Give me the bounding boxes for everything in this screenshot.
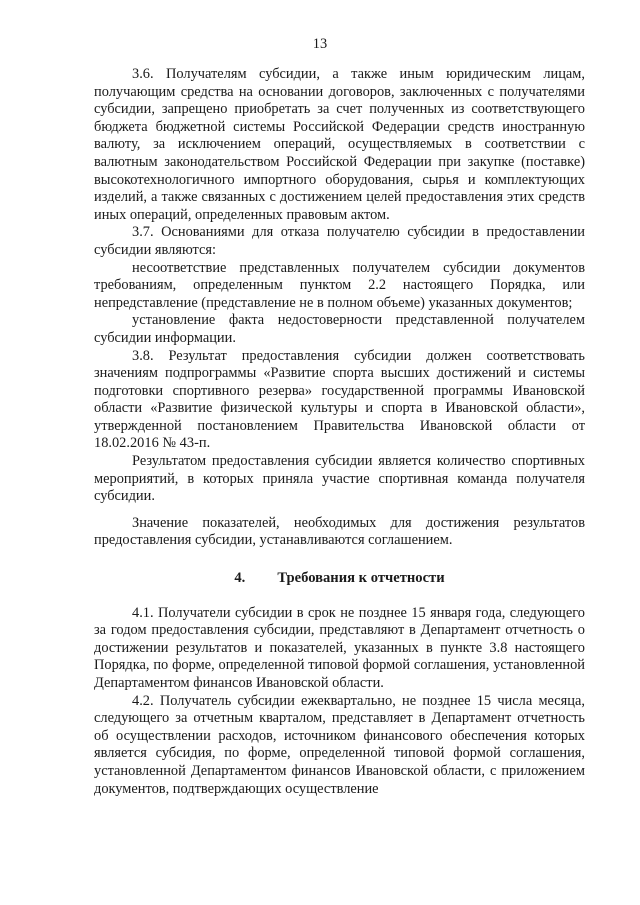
section-number: 4. — [234, 570, 246, 587]
paragraph-result-description: Результатом предоставления субсидии является количество спортивных мероприятий, в которых приняла участие спортивная команда получателя субсидии. — [94, 453, 585, 505]
paragraph-3-8: 3.8. Результат предоставления субсидии должен соответствовать значениям подпрограммы «Развитие спорта высших достижений и системы подготовки спортивного резерва» государственной программы Ивановской области «Развитие физической культуры и спорта в Ивановской области», утвержденной постановлением Правительства Ивановской области от 18.02.2016 № 43-п. — [94, 347, 585, 452]
section-heading — [94, 570, 585, 588]
paragraph-refusal-reason-2: установление факта недостоверности представленной получателем субсидии информации. — [94, 312, 585, 346]
paragraph-refusal-reason-1: несоответствие представленных получателем субсидии документов требованиям, определенным пунктом 2.2 настоящего Порядка, или непредставление (представление не в полном объеме) указанных документов; — [94, 259, 585, 311]
paragraph-3-7: 3.7. Основаниями для отказа получателю субсидии в предоставлении субсидии являются: — [94, 224, 585, 258]
paragraph-4-1: 4.1. Получатели субсидии в срок не позднее 15 января года, следующего за годом предоставления субсидии, представляют в Департамент отчетность о достижении результатов и показателей, указанных в пункте 3.8 настоящего Порядка, по форме, определенной типовой формой соглашения, установленной Департаментом финансов Ивановской области. — [94, 604, 585, 691]
paragraph-3-6: 3.6. Получателям субсидии, а также иным юридическим лицам, получающим средства на основании договоров, заключенных с получателями субсидии, запрещено приобретать за счет полученных из соответствующего бюджета бюджетной системы Российской Федерации средств иностранную валюту, за исключением операций, осуществляемых в соответствии с валютным законодательством Российской Федерации при закупке (поставке) высокотехнологичного импортного оборудования, сырья и комплектующих изделий, а также связанных с достижением целей предоставления этих средств иных операций, определенных правовым актом. — [94, 66, 585, 223]
page-number: 13 — [312, 36, 328, 52]
document-body — [94, 66, 585, 798]
section-title: Требования к отчетности — [277, 570, 445, 587]
paragraph-indicator-values: Значение показателей, необходимых для достижения результатов предоставления субсидии, устанавливаются соглашением. — [94, 514, 585, 549]
paragraph-4-2: 4.2. Получатель субсидии ежеквартально, не позднее 15 числа месяца, следующего за отчетным кварталом, представляет в Департамент отчетность об осуществлении расходов, источником финансового обеспечения которых является субсидия, по форме, определенной типовой формой соглашения, установленной Департаментом финансов Ивановской области, с приложением документов, подтверждающих осуществление — [94, 692, 585, 797]
